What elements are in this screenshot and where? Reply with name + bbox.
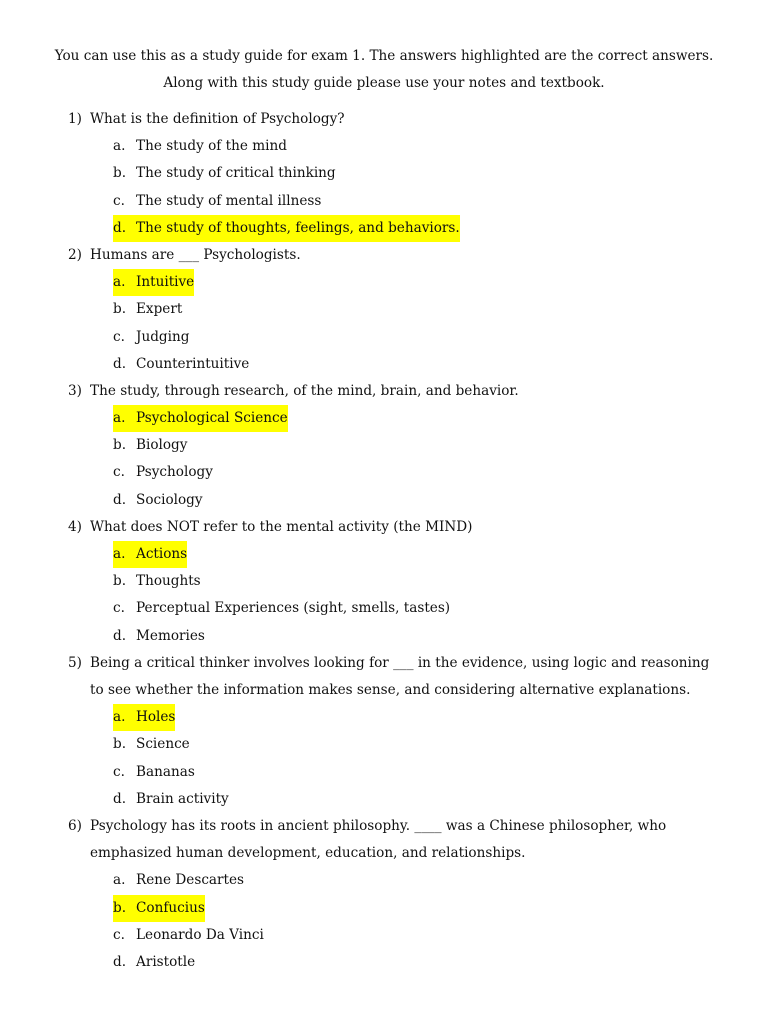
question-text: What is the definition of Psychology? [90,111,345,127]
option-letter: c. [113,192,125,209]
question-text: Humans are ___ Psychologists. [90,246,301,263]
option-text: Thoughts [136,573,201,590]
option-row [113,459,213,486]
option-letter: b. [113,899,127,916]
option-letter: a. [113,546,126,563]
option-letter: b. [113,573,127,590]
option-letter: d. [113,790,127,807]
option-row [113,759,195,786]
option-letter: b. [113,165,127,182]
question-6 [0,813,768,867]
option-row [113,731,190,758]
option-text: Leonardo Da Vinci [136,926,264,943]
option-5d [0,786,768,813]
option-text: Biology [136,437,188,454]
option-letter: d. [113,953,127,970]
option-letter: b. [113,437,127,454]
option-text: Sociology [136,491,203,508]
option-2c [0,324,768,351]
option-letter: c. [113,464,125,481]
option-text: Judging [136,328,190,345]
option-3b [0,432,768,459]
option-text: Intuitive [136,274,195,291]
question-number: 3) [68,382,82,399]
question-number: 5) [68,654,82,671]
option-row [113,432,187,459]
option-1a [0,133,768,160]
intro-paragraph: You can use this as a study guide for exam 1. The answers highlighted are the correct answers. Along with this study guide please use your notes and textbook. [54,48,714,91]
option-text: Psychology [136,464,213,481]
option-text: Aristotle [136,953,196,970]
option-letter: d. [113,491,127,508]
correct-answer-highlight [113,541,187,568]
correct-answer-highlight [113,405,288,432]
question-number: 4) [68,518,82,535]
option-6d [0,949,768,976]
option-row [113,568,201,595]
option-letter: d. [113,355,127,372]
option-row [113,324,189,351]
option-row [113,188,321,215]
option-letter: a. [113,274,126,291]
option-letter: c. [113,600,125,617]
option-1d [0,215,768,242]
option-5a [0,704,768,731]
question-1 [0,106,768,133]
option-4b [0,568,768,595]
correct-answer-highlight [113,704,175,731]
option-row [113,922,264,949]
option-6c [0,922,768,949]
option-row [113,867,244,894]
question-text: Psychology has its roots in ancient philosophy. ____ was a Chinese philosopher, who emphasized human development, education, and relationships. [90,817,667,862]
question-list [0,106,768,976]
option-letter: d. [113,627,127,644]
option-1c [0,188,768,215]
option-row [113,487,203,514]
option-3a [0,405,768,432]
question-3 [0,378,768,405]
option-text: Science [136,736,190,753]
option-text: Holes [136,709,176,726]
option-letter: a. [113,872,126,889]
option-text: Brain activity [136,790,229,807]
option-1b [0,160,768,187]
option-3c [0,459,768,486]
option-text: The study of critical thinking [136,165,336,182]
option-letter: b. [113,736,127,753]
option-letter: c. [113,328,125,345]
option-text: Counterintuitive [136,355,250,372]
option-text: Actions [136,546,188,563]
option-row [113,351,249,378]
option-text: Confucius [136,899,205,916]
option-6b [0,895,768,922]
option-letter: a. [113,410,126,427]
option-letter: c. [113,926,125,943]
option-2b [0,296,768,323]
question-4 [0,514,768,541]
correct-answer-highlight [113,895,205,922]
option-5b [0,731,768,758]
question-number: 2) [68,246,82,263]
option-row [113,160,336,187]
option-text: Psychological Science [136,410,288,427]
option-text: The study of thoughts, feelings, and behaviors. [136,219,460,236]
question-2 [0,242,768,269]
option-text: The study of mental illness [136,192,322,209]
option-6a [0,867,768,894]
question-number: 1) [68,111,82,127]
option-row [113,595,450,622]
option-text: Perceptual Experiences (sight, smells, tastes) [136,600,451,617]
option-row [113,296,182,323]
option-text: Memories [136,627,205,644]
option-letter: a. [113,709,126,726]
option-letter: b. [113,301,127,318]
option-text: Rene Descartes [136,872,245,889]
option-row [113,133,287,160]
option-4a [0,541,768,568]
correct-answer-highlight [113,269,194,296]
correct-answer-highlight [113,215,460,242]
option-4c [0,595,768,622]
option-letter: a. [113,138,126,155]
option-text: Expert [136,301,183,318]
option-text: The study of the mind [136,138,287,155]
option-3d [0,487,768,514]
option-row [113,623,205,650]
question-5 [0,650,768,704]
option-text: Bananas [136,763,195,780]
option-letter: c. [113,763,125,780]
question-text: The study, through research, of the mind, brain, and behavior. [90,382,519,399]
option-2a [0,269,768,296]
option-2d [0,351,768,378]
question-text: Being a critical thinker involves looking for ___ in the evidence, using logic and reasoning to see whether the information makes sense, and considering alternative explanations. [90,654,710,699]
question-number: 6) [68,817,82,834]
option-row [113,786,229,813]
option-row [113,949,195,976]
question-text: What does NOT refer to the mental activity (the MIND) [90,518,473,535]
option-5c [0,759,768,786]
option-letter: d. [113,219,127,236]
option-4d [0,623,768,650]
